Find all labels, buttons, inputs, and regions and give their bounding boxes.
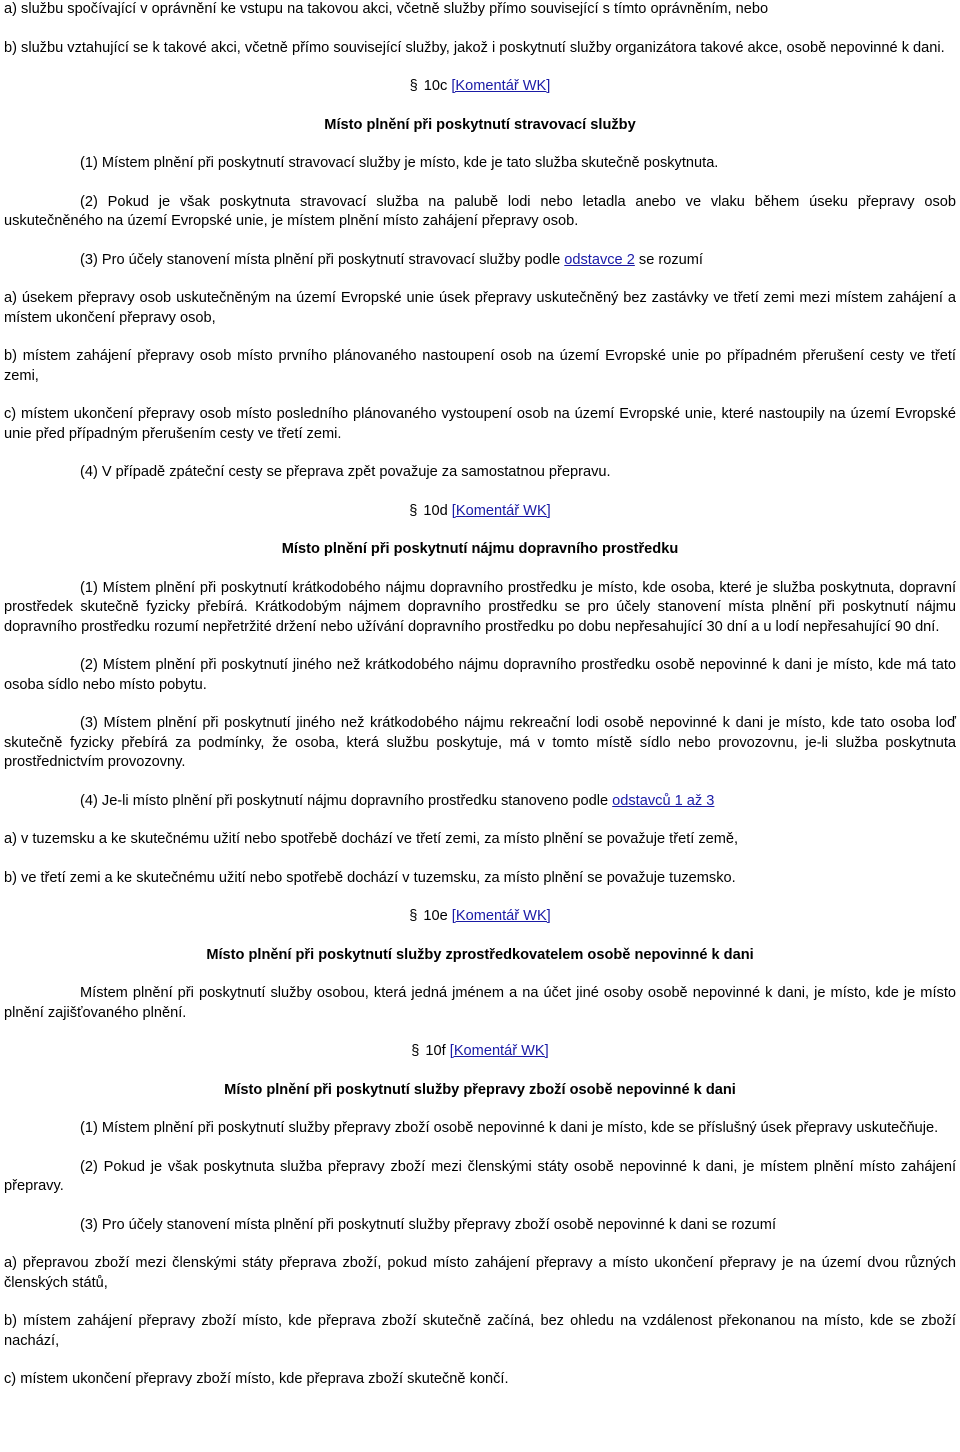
section-10e-p1: Místem plnění při poskytnutí služby osobou, která jedná jménem a na účet jiné osoby osobě nepovinné k dani, je místo, kde je místo plnění zajišťovaného plnění. — [4, 985, 956, 1021]
section-number: 10d — [423, 502, 448, 519]
paragraph-sign — [409, 907, 417, 927]
section-10d-item-a: a) v tuzemsku a ke skutečnému užití nebo spotřebě dochází ve třetí zemi, za místo plnění se považuje třetí země, — [4, 831, 739, 847]
section-10e-heading — [4, 907, 956, 927]
section-10c-p3 — [4, 251, 956, 271]
section-10c-item-b: b) místem zahájení přepravy osob místo prvního plánovaného nastoupení osob na území Evropské unie po případném přerušení cesty ve třetí zemi, — [4, 348, 956, 384]
section-10d-item-b: b) ve třetí zemi a ke skutečnému užití nebo spotřebě dochází v tuzemsku, za místo plnění se považuje tuzemsko. — [4, 869, 736, 886]
section-10e-title: Místo plnění při poskytnutí služby zprostředkovatelem osobě nepovinné k dani — [206, 946, 754, 963]
section-number: 10e — [423, 908, 448, 924]
paragraph-sign — [409, 502, 417, 522]
section-10d-p1: (1) Místem plnění při poskytnutí krátkodobého nájmu dopravního prostředku je místo, kde osoba, které je služba poskytnuta, dopravní prostředek skutečně fyzicky přebírá. Krátkodobým nájmem dopravního prostředku se pro účely stanovení místa plnění při poskytnutí nájmu dopravního prostředku rozumí nepřetržité držení nebo užívání dopravního prostředku po dobu nepřesahující 30 dní a u lodí nepřesahující 90 dní. — [4, 579, 956, 635]
intro-item-b: b) službu vztahující se k takové akci, včetně přímo související služby, jakož i poskytnutí služby organizátora takové akce, osobě nepovinné k dani. — [4, 39, 945, 56]
paragraph-sign — [411, 1042, 419, 1062]
section-10f-p1: (1) Místem plnění při poskytnutí služby přepravy zboží osobě nepovinné k dani je místo, kde se příslušný úsek přepravy uskutečňuje. — [80, 1120, 939, 1136]
section-10c-heading — [4, 77, 956, 97]
section-10c-title: Místo plnění při poskytnutí stravovací služby — [324, 116, 636, 133]
comment-link-10e[interactable]: [Komentář WK] — [451, 908, 551, 924]
section-10d-heading — [4, 502, 956, 522]
section-10c-item-c: c) místem ukončení přepravy osob místo posledního plánovaného vystoupení osob na území Evropské unie, které nastoupily na území Evropské unie před případným přerušením cesty ve třetí zemi. — [4, 406, 956, 442]
section-10f-item-c: c) místem ukončení přepravy zboží místo, kde přeprava zboží skutečně končí. — [4, 1371, 509, 1387]
section-10f-p3: (3) Pro účely stanovení místa plnění při poskytnutí služby přepravy zboží osobě nepovinné k dani se rozumí — [80, 1216, 776, 1233]
section-10f-heading — [4, 1042, 956, 1062]
section-10f-p2: (2) Pokud je však poskytnuta služba přepravy zboží mezi členskými státy osobě nepovinné k dani, je místem plnění místo zahájení přepravy. — [4, 1158, 956, 1194]
comment-link-10d[interactable]: [Komentář WK] — [451, 502, 551, 519]
section-10d-title: Místo plnění při poskytnutí nájmu dopravního prostředku — [281, 541, 679, 557]
section-10d-p3: (3) Místem plnění při poskytnutí jiného než krátkodobého nájmu rekreační lodi osobě nepovinné k dani je místo, kde tato osoba loď skutečně fyzicky přebírá za podmínky, že osoba, která službu poskytuje, má v tomto místě sídlo nebo provozovnu, je-li služba poskytnuta prostřednictvím provozovny. — [4, 715, 956, 770]
odstavcu-1-az-3-link[interactable]: odstavců 1 až 3 — [612, 792, 715, 809]
section-10f-item-a: a) přepravou zboží mezi členskými státy přeprava zboží, pokud místo zahájení přepravy a místo ukončení přepravy je na území dvou různých členských států, — [4, 1255, 956, 1291]
intro-item-a: a) službu spočívající v oprávnění ke vstupu na takovou akci, včetně služby přímo související s tímto oprávněním, nebo — [4, 1, 769, 17]
p3-text-after: se rozumí — [634, 251, 703, 268]
section-10c-p1: (1) Místem plnění při poskytnutí stravovací služby je místo, kde je tato služba skutečně poskytnuta. — [80, 155, 719, 171]
section-number: 10c — [423, 78, 448, 94]
comment-link-10c[interactable]: [Komentář WK] — [451, 78, 551, 94]
p3-text-before: (3) Pro účely stanovení místa plnění při poskytnutí stravovací služby podle — [80, 251, 565, 268]
section-10f-title: Místo plnění při poskytnutí služby přepravy zboží osobě nepovinné k dani — [224, 1081, 736, 1098]
section-10f-item-b: b) místem zahájení přepravy zboží místo, kde přeprava zboží skutečně začíná, bez ohledu na vzdálenost překonanou na místo, kde se zboží nachází, — [4, 1313, 956, 1349]
section-number: 10f — [425, 1043, 446, 1059]
p4-text-before: (4) Je-li místo plnění při poskytnutí nájmu dopravního prostředku stanoveno podle — [80, 792, 613, 809]
odstavce-2-link[interactable]: odstavce 2 — [564, 251, 635, 268]
section-10c-p2: (2) Pokud je však poskytnuta stravovací služba na palubě lodi nebo letadla anebo ve vlaku během úseku přepravy osob uskutečněného na území Evropské unie, je místem plnění místo zahájení přepravy osob. — [4, 193, 956, 229]
paragraph-sign — [410, 77, 418, 97]
section-10d-p2: (2) Místem plnění při poskytnutí jiného než krátkodobého nájmu dopravního prostředku osobě nepovinné k dani je místo, kde má tato osoba sídlo nebo místo pobytu. — [4, 657, 956, 693]
section-10c-p4: (4) V případě zpáteční cesty se přeprava zpět považuje za samostatnou přepravu. — [80, 464, 611, 480]
section-10d-p4 — [4, 792, 956, 812]
section-10c-item-a: a) úsekem přepravy osob uskutečněným na území Evropské unie úsek přepravy uskutečněný bez zastávky ve třetí zemi mezi místem zahájení a místem ukončení přepravy osob, — [4, 290, 956, 326]
comment-link-10f[interactable]: [Komentář WK] — [449, 1043, 549, 1059]
